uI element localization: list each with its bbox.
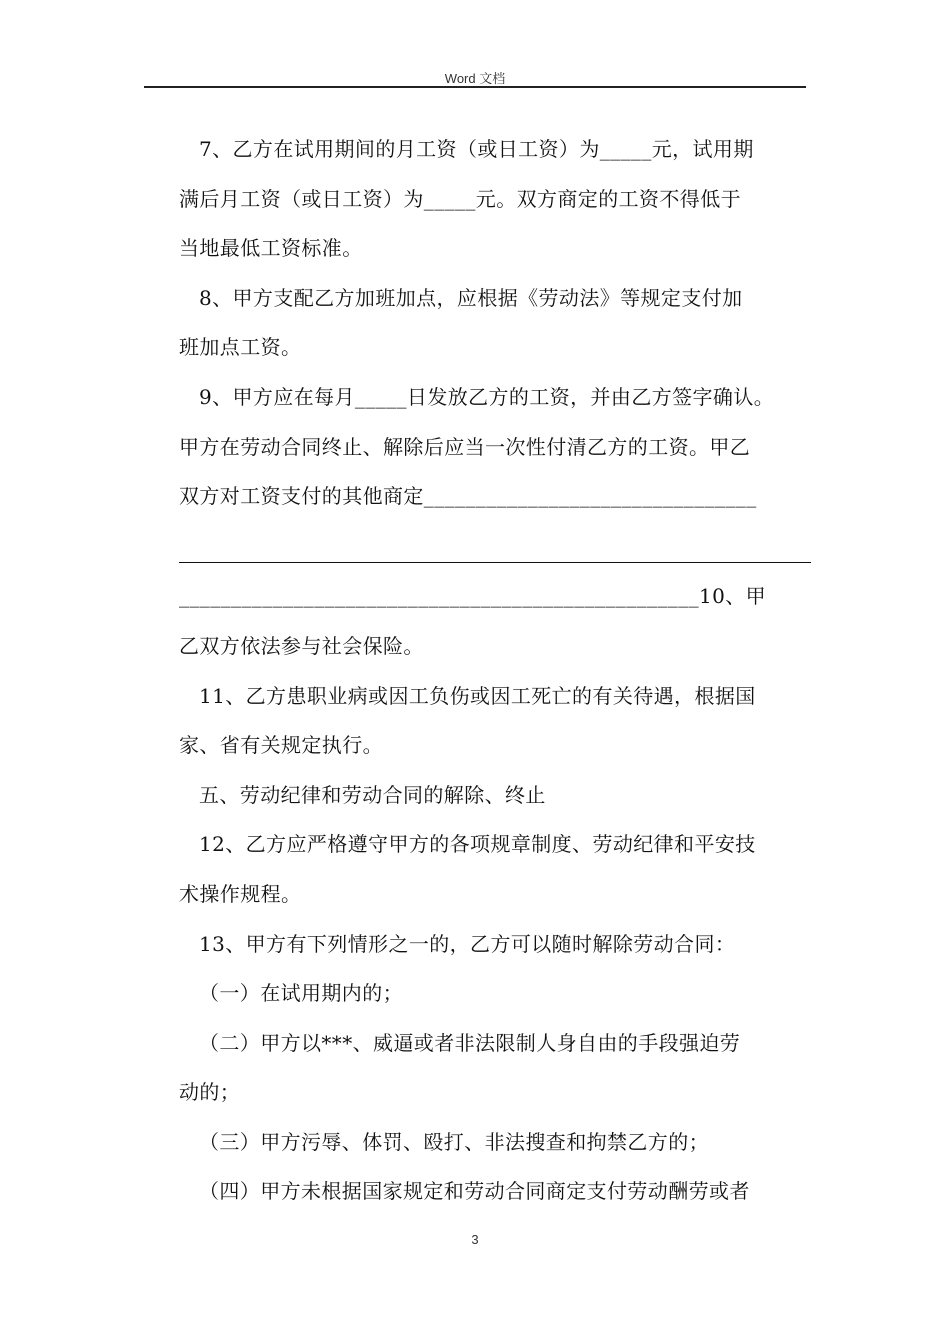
list-item: （一）在试用期内的；	[199, 981, 403, 1006]
list-item: （二）甲方以***、威逼或者非法限制人身自由的手段强迫劳	[199, 1030, 741, 1055]
paragraph-line: 家、省有关规定执行。	[179, 733, 383, 758]
list-item: （三）甲方污辱、体罚、殴打、非法搜查和拘禁乙方的；	[199, 1129, 709, 1154]
paragraph-line: 当地最低工资标准。	[179, 236, 363, 261]
header-divider	[144, 86, 806, 88]
paragraph-line: 动的；	[179, 1080, 241, 1105]
list-item: （四）甲方未根据国家规定和劳动合同商定支付劳动酬劳或者	[199, 1179, 750, 1204]
header-title: Word 文档	[444, 71, 506, 86]
paragraph-line: 术操作规程。	[179, 881, 302, 906]
paragraph-line: 8、甲方支配乙方加班加点，应根据《劳动法》等规定支付加	[199, 285, 743, 310]
paragraph-line: __________________________________________________10、甲	[179, 584, 767, 609]
paragraph-line: 9、甲方应在每月_____日发放乙方的工资，并由乙方签字确认。	[199, 384, 775, 409]
section-heading: 五、劳动纪律和劳动合同的解除、终止	[199, 782, 546, 807]
paragraph-line: 7、乙方在试用期间的月工资（或日工资）为_____元，试用期	[199, 137, 754, 161]
page-number: 3	[471, 1232, 479, 1247]
paragraph-line: 12、乙方应严格遵守甲方的各项规章制度、劳动纪律和平安技	[199, 832, 756, 857]
paragraph-line: 班加点工资。	[179, 335, 302, 360]
paragraph-line: 满后月工资（或日工资）为_____元。双方商定的工资不得低于	[179, 186, 741, 211]
paragraph-line: 甲方在劳动合同终止、解除后应当一次性付清乙方的工资。甲乙	[179, 434, 751, 459]
document-body	[179, 125, 811, 1217]
blank-fill-line	[179, 538, 811, 563]
paragraph-line: 双方对工资支付的其他商定________________________________	[179, 484, 757, 509]
paragraph-line: 13、甲方有下列情形之一的，乙方可以随时解除劳动合同：	[199, 931, 736, 956]
paragraph-line: 乙双方依法参与社会保险。	[179, 633, 424, 658]
paragraph-line: 11、乙方患职业病或因工负伤或因工死亡的有关待遇，根据国	[199, 683, 756, 708]
